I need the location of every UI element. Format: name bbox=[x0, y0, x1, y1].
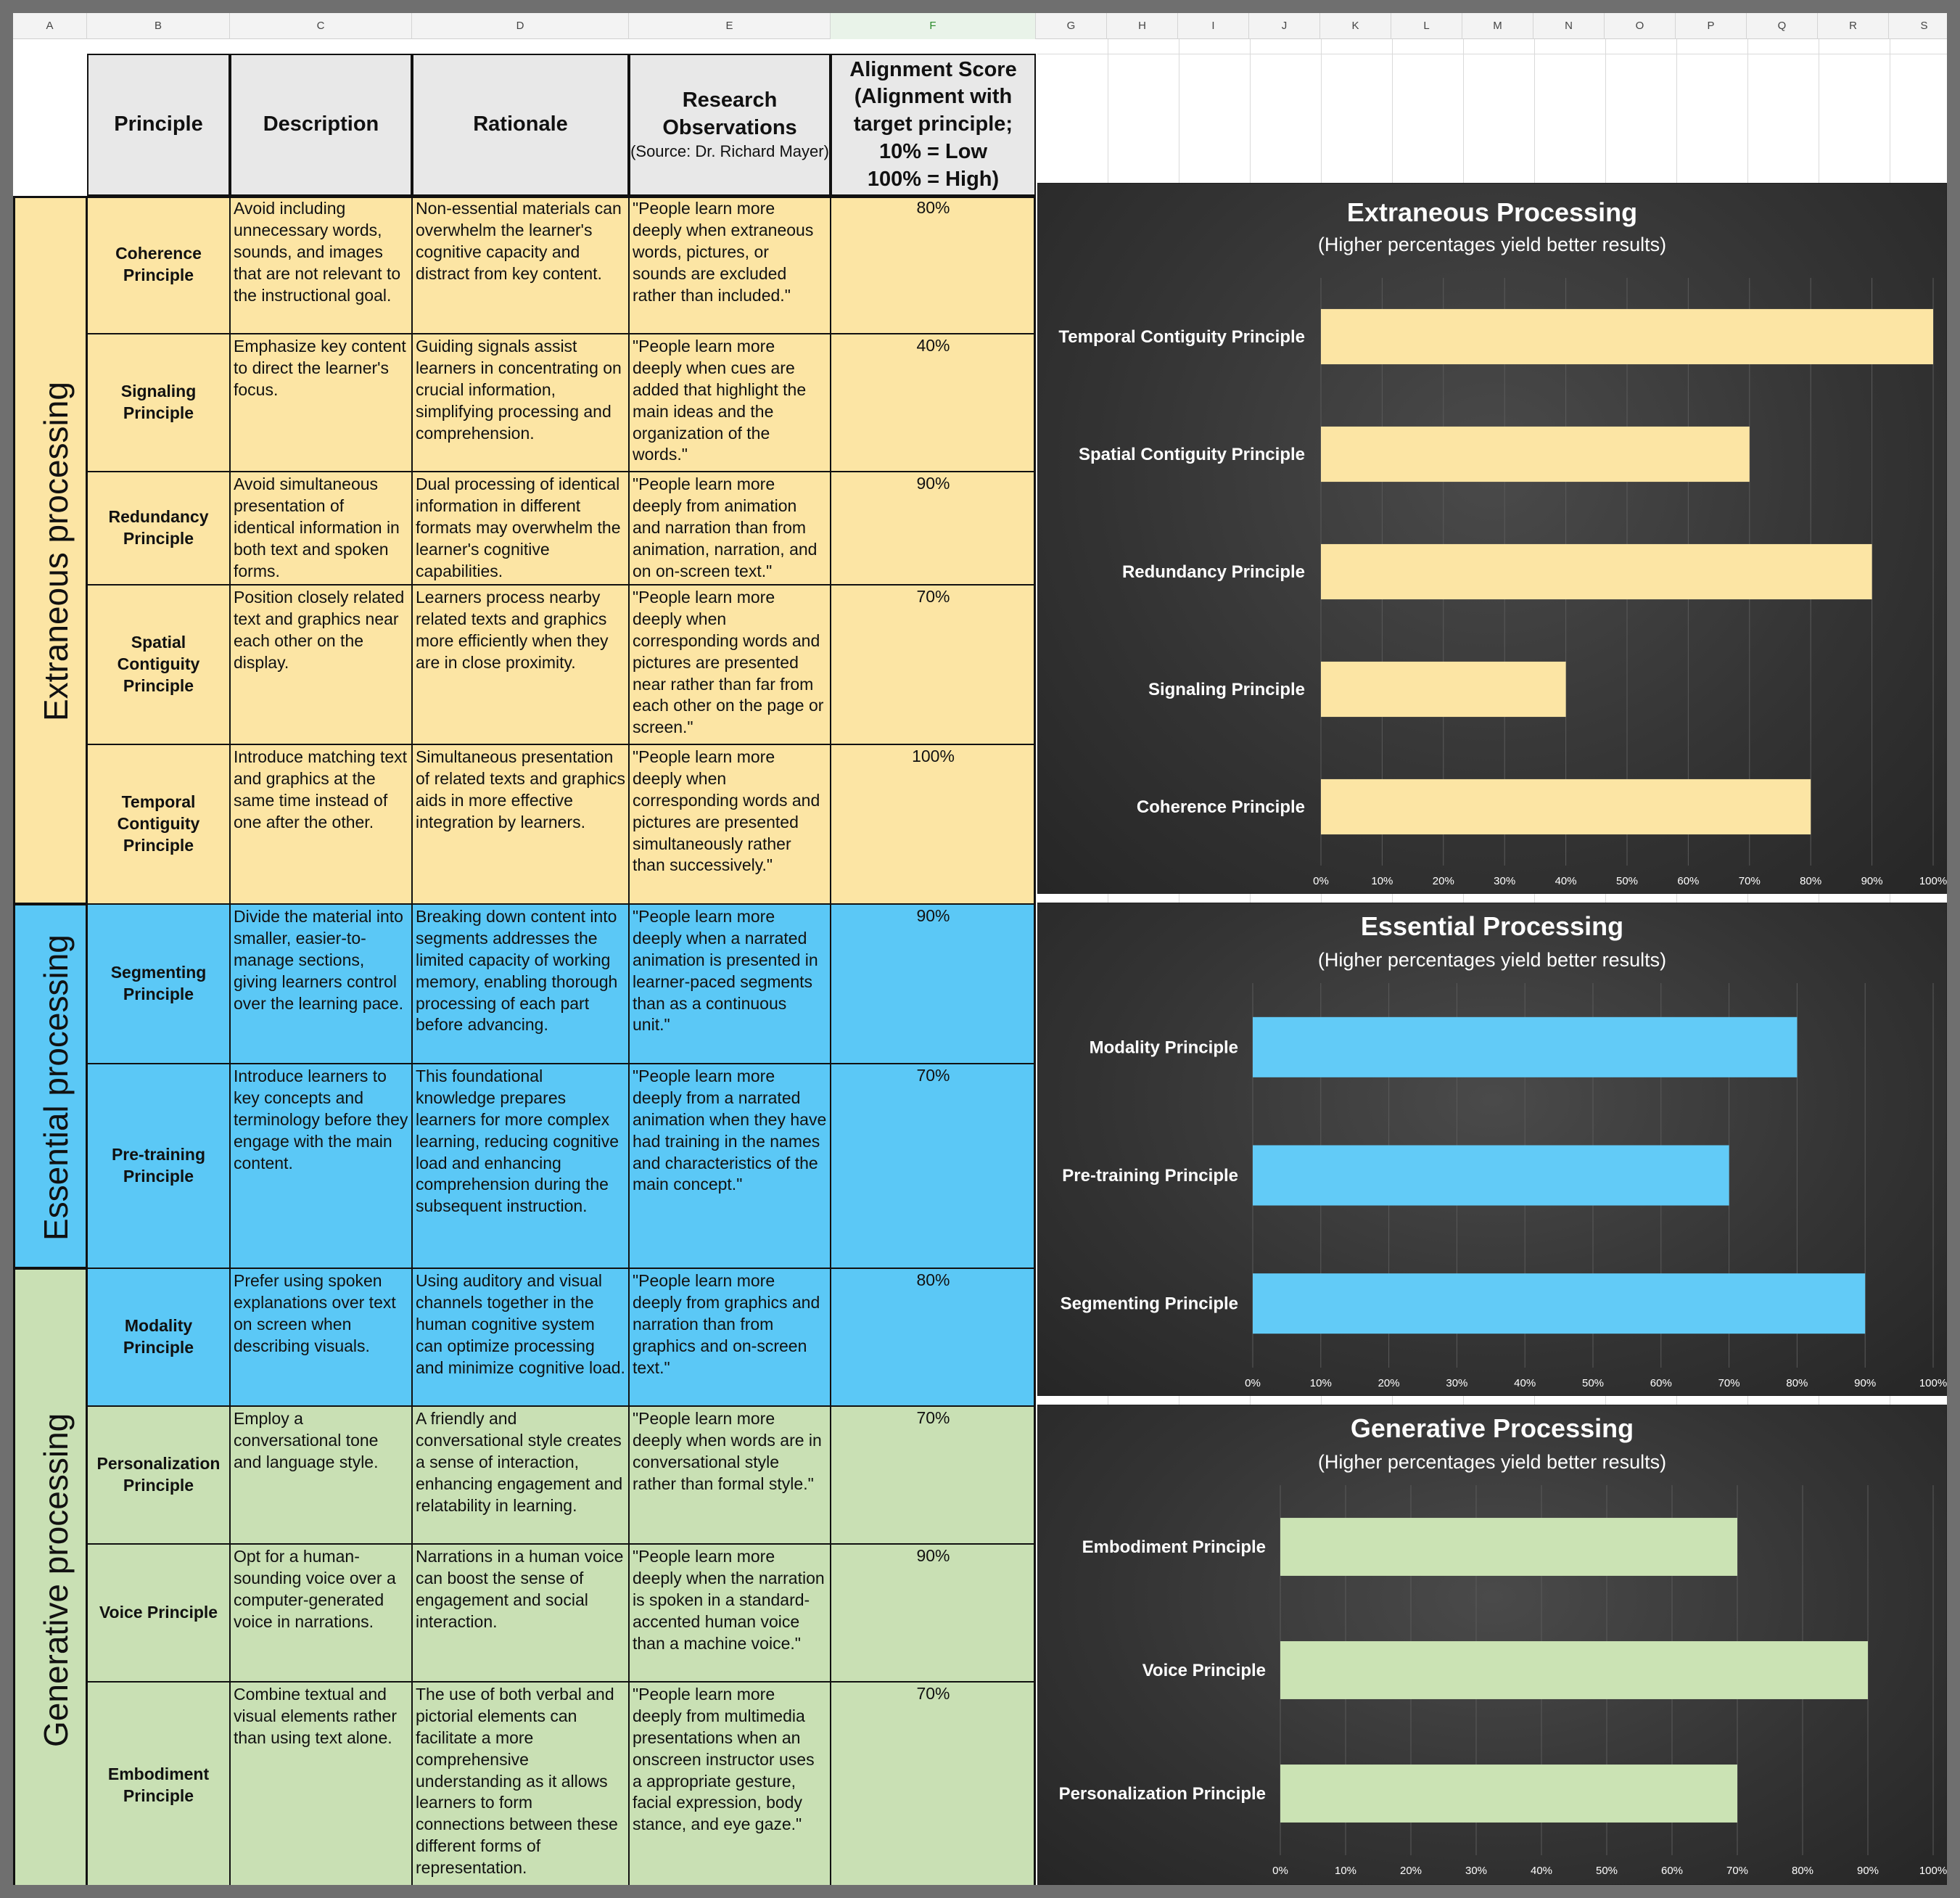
chart-extraneous-processing[interactable] bbox=[1037, 183, 1947, 894]
rationale-cell-signaling-principle[interactable]: Guiding signals assist learners in concentrating on crucial information, simplifying processing and comprehension. bbox=[412, 334, 629, 472]
tick-label: 60% bbox=[1660, 1865, 1684, 1877]
tick-label: 70% bbox=[1726, 1865, 1749, 1877]
chart-subtitle: (Higher percentages yield better results) bbox=[1317, 1451, 1667, 1473]
tick-label: 100% bbox=[1919, 1865, 1948, 1877]
column-header-j[interactable]: J bbox=[1249, 13, 1320, 39]
score-cell-embodiment-principle[interactable]: 70% bbox=[831, 1682, 1036, 1885]
category-label: Temporal Contiguity Principle bbox=[1058, 327, 1305, 347]
column-header-h[interactable]: H bbox=[1107, 13, 1178, 39]
tick-label: 100% bbox=[1919, 875, 1948, 887]
group-label: Essential processing bbox=[37, 934, 75, 1241]
tick-label: 60% bbox=[1677, 875, 1700, 887]
tick-label: 30% bbox=[1446, 1377, 1468, 1389]
bar-temporal-contiguity-principle[interactable] bbox=[1321, 309, 1933, 364]
research-cell-embodiment-principle[interactable]: "People learn more deeply from multimedia presentations when an onscreen instructor uses a appropriate gesture, facial expression, body stance, and eye gaze." bbox=[629, 1682, 831, 1885]
tick-label: 70% bbox=[1718, 1377, 1740, 1389]
tick-label: 50% bbox=[1595, 1865, 1618, 1877]
research-cell-segmenting-principle[interactable]: "People learn more deeply when a narrated animation is presented in learner-paced segments than as a continuous unit." bbox=[629, 904, 831, 1064]
tick-label: 0% bbox=[1245, 1377, 1261, 1389]
column-header-e[interactable]: E bbox=[629, 13, 831, 39]
tick-label: 70% bbox=[1738, 875, 1761, 887]
description-cell-pre-training-principle[interactable]: Introduce learners to key concepts and terminology before they engage with the main content. bbox=[230, 1064, 412, 1268]
principle-cell-personalization-principle[interactable]: Personalization Principle bbox=[87, 1406, 230, 1544]
tick-label: 40% bbox=[1530, 1865, 1553, 1877]
header-rationale-label: Rationale bbox=[473, 112, 568, 136]
tick-label: 50% bbox=[1581, 1377, 1605, 1389]
description-cell-redundancy-principle[interactable]: Avoid simultaneous presentation of identical information in both text and spoken forms. bbox=[230, 472, 412, 585]
column-header-f[interactable]: F bbox=[831, 13, 1036, 39]
rationale-cell-personalization-principle[interactable]: A friendly and conversational style creates a sense of interaction, enhancing engagement and relatability in learning. bbox=[412, 1406, 629, 1544]
tick-label: 20% bbox=[1399, 1865, 1422, 1877]
score-cell-signaling-principle[interactable]: 40% bbox=[831, 334, 1036, 472]
column-header-k[interactable]: K bbox=[1320, 13, 1391, 39]
bar-signaling-principle[interactable] bbox=[1321, 662, 1566, 717]
column-header-a[interactable]: A bbox=[13, 13, 87, 39]
score-cell-voice-principle[interactable]: 90% bbox=[831, 1544, 1036, 1682]
bar-modality-principle[interactable] bbox=[1253, 1017, 1797, 1077]
research-cell-redundancy-principle[interactable]: "People learn more deeply from animation and narration than from animation, narration, and on on-screen text." bbox=[629, 472, 831, 585]
description-cell-voice-principle[interactable]: Opt for a human-sounding voice over a computer-generated voice in narrations. bbox=[230, 1544, 412, 1682]
category-label: Coherence Principle bbox=[1136, 797, 1305, 817]
research-cell-voice-principle[interactable]: "People learn more deeply when the narration is spoken in a standard-accented human voice than a machine voice." bbox=[629, 1544, 831, 1682]
principle-cell-modality-principle[interactable]: Modality Principle bbox=[87, 1268, 230, 1406]
chart-subtitle: (Higher percentages yield better results) bbox=[1317, 949, 1667, 971]
score-cell-modality-principle[interactable]: 80% bbox=[831, 1268, 1036, 1406]
principle-cell-embodiment-principle[interactable]: Embodiment Principle bbox=[87, 1682, 230, 1885]
header-description[interactable] bbox=[230, 54, 412, 196]
bar-coherence-principle[interactable] bbox=[1321, 779, 1811, 834]
description-cell-coherence-principle[interactable]: Avoid including unnecessary words, sounds, and images that are not relevant to the instructional goal. bbox=[230, 196, 412, 334]
category-label: Redundancy Principle bbox=[1121, 562, 1305, 582]
column-header-l[interactable]: L bbox=[1391, 13, 1462, 39]
bar-personalization-principle[interactable] bbox=[1280, 1765, 1737, 1823]
description-cell-personalization-principle[interactable]: Employ a conversational tone and language style. bbox=[230, 1406, 412, 1544]
research-cell-pre-training-principle[interactable]: "People learn more deeply from a narrated animation when they have had training in the names and characteristics of the main concept." bbox=[629, 1064, 831, 1268]
tick-label: 90% bbox=[1856, 1865, 1879, 1877]
principle-cell-coherence-principle[interactable]: Coherence Principle bbox=[87, 196, 230, 334]
rationale-cell-temporal-contiguity-principle[interactable]: Simultaneous presentation of related texts and graphics aids in more effective integration by learners. bbox=[412, 744, 629, 904]
header-principle-label: Principle bbox=[114, 112, 203, 136]
tick-label: 80% bbox=[1800, 875, 1822, 887]
rationale-cell-embodiment-principle[interactable]: The use of both verbal and pictorial elements can facilitate a more comprehensive understanding as it allows learners to form connections between these different forms of representation. bbox=[412, 1682, 629, 1885]
rationale-cell-modality-principle[interactable]: Using auditory and visual channels together in the human cognitive system can optimize processing and minimize cognitive load. bbox=[412, 1268, 629, 1406]
chart-generative-processing[interactable] bbox=[1037, 1405, 1947, 1885]
bar-embodiment-principle[interactable] bbox=[1280, 1518, 1737, 1576]
column-header-bar bbox=[13, 13, 1947, 39]
rationale-cell-coherence-principle[interactable]: Non-essential materials can overwhelm the learner's cognitive capacity and distract from key content. bbox=[412, 196, 629, 334]
tick-label: 0% bbox=[1313, 875, 1329, 887]
group-band-generative-processing bbox=[13, 1268, 87, 1885]
header-score-line3: 10% = Low bbox=[878, 139, 988, 163]
column-header-p[interactable]: P bbox=[1676, 13, 1747, 39]
spreadsheet bbox=[13, 13, 1947, 1885]
group-label: Generative processing bbox=[37, 1413, 75, 1747]
research-cell-spatial-contiguity-principle[interactable]: "People learn more deeply when corresponding words and pictures are presented near rather than far from each other on the page or screen." bbox=[629, 585, 831, 744]
column-header-r[interactable]: R bbox=[1818, 13, 1889, 39]
category-label: Voice Principle bbox=[1142, 1661, 1266, 1680]
category-label: Personalization Principle bbox=[1058, 1784, 1266, 1804]
research-cell-personalization-principle[interactable]: "People learn more deeply when words are in conversational style rather than formal style." bbox=[629, 1406, 831, 1544]
column-header-i[interactable]: I bbox=[1178, 13, 1249, 39]
column-header-m[interactable]: M bbox=[1462, 13, 1533, 39]
tick-label: 60% bbox=[1650, 1377, 1672, 1389]
tick-label: 10% bbox=[1309, 1377, 1332, 1389]
header-research-note: (Source: Dr. Richard Mayer) bbox=[630, 142, 829, 161]
principle-cell-spatial-contiguity-principle[interactable]: Spatial Contiguity Principle bbox=[87, 585, 230, 744]
header-score-line2: (Alignment with target principle; bbox=[853, 85, 1013, 136]
principle-cell-redundancy-principle[interactable]: Redundancy Principle bbox=[87, 472, 230, 585]
tick-label: 80% bbox=[1786, 1377, 1808, 1389]
score-cell-redundancy-principle[interactable]: 90% bbox=[831, 472, 1036, 585]
group-label: Extraneous processing bbox=[37, 382, 75, 721]
category-label: Segmenting Principle bbox=[1060, 1294, 1238, 1314]
tick-label: 20% bbox=[1432, 875, 1454, 887]
chart-title: Essential Processing bbox=[1360, 911, 1624, 941]
tick-label: 80% bbox=[1791, 1865, 1814, 1877]
header-description-label: Description bbox=[263, 112, 379, 136]
tick-label: 50% bbox=[1615, 875, 1639, 887]
research-cell-modality-principle[interactable]: "People learn more deeply from graphics and narration than from graphics and on-screen text." bbox=[629, 1268, 831, 1406]
description-cell-spatial-contiguity-principle[interactable]: Position closely related text and graphics near each other on the display. bbox=[230, 585, 412, 744]
tick-label: 40% bbox=[1555, 875, 1577, 887]
description-cell-embodiment-principle[interactable]: Combine textual and visual elements rather than using text alone. bbox=[230, 1682, 412, 1885]
column-header-s[interactable]: S bbox=[1889, 13, 1947, 39]
tick-label: 30% bbox=[1494, 875, 1516, 887]
tick-label: 90% bbox=[1854, 1377, 1877, 1389]
category-label: Modality Principle bbox=[1089, 1038, 1238, 1058]
tick-label: 40% bbox=[1514, 1377, 1536, 1389]
score-cell-coherence-principle[interactable]: 80% bbox=[831, 196, 1036, 334]
chart-plot bbox=[1038, 1405, 1947, 1885]
principle-cell-signaling-principle[interactable]: Signaling Principle bbox=[87, 334, 230, 472]
score-cell-temporal-contiguity-principle[interactable]: 100% bbox=[831, 744, 1036, 904]
research-cell-temporal-contiguity-principle[interactable]: "People learn more deeply when corresponding words and pictures are presented simultaneously rather than successively." bbox=[629, 744, 831, 904]
category-label: Pre-training Principle bbox=[1062, 1166, 1238, 1186]
tick-label: 10% bbox=[1334, 1865, 1357, 1877]
bar-spatial-contiguity-principle[interactable] bbox=[1321, 427, 1750, 482]
principle-cell-pre-training-principle[interactable]: Pre-training Principle bbox=[87, 1064, 230, 1268]
header-score-line1: Alignment Score bbox=[849, 57, 1017, 81]
chart-title: Extraneous Processing bbox=[1346, 197, 1638, 227]
score-cell-segmenting-principle[interactable]: 90% bbox=[831, 904, 1036, 1064]
category-label: Spatial Contiguity Principle bbox=[1078, 445, 1305, 464]
tick-label: 20% bbox=[1378, 1377, 1400, 1389]
column-header-d[interactable]: D bbox=[412, 13, 629, 39]
score-cell-personalization-principle[interactable]: 70% bbox=[831, 1406, 1036, 1544]
principle-cell-temporal-contiguity-principle[interactable]: Temporal Contiguity Principle bbox=[87, 744, 230, 904]
rationale-cell-voice-principle[interactable]: Narrations in a human voice can boost the sense of engagement and social interaction. bbox=[412, 1544, 629, 1682]
research-cell-coherence-principle[interactable]: "People learn more deeply when extraneous words, pictures, or sounds are excluded rather than included." bbox=[629, 196, 831, 334]
rationale-cell-spatial-contiguity-principle[interactable]: Learners process nearby related texts and graphics more efficiently when they are in close proximity. bbox=[412, 585, 629, 744]
principle-cell-voice-principle[interactable]: Voice Principle bbox=[87, 1544, 230, 1682]
column-header-g[interactable]: G bbox=[1036, 13, 1107, 39]
description-cell-segmenting-principle[interactable]: Divide the material into smaller, easier-to-manage sections, giving learners control over the learning pace. bbox=[230, 904, 412, 1064]
chart-plot bbox=[1038, 903, 1947, 1397]
description-cell-signaling-principle[interactable]: Emphasize key content to direct the learner's focus. bbox=[230, 334, 412, 472]
chart-essential-processing[interactable] bbox=[1037, 903, 1947, 1396]
research-cell-signaling-principle[interactable]: "People learn more deeply when cues are added that highlight the main ideas and the organization of the words." bbox=[629, 334, 831, 472]
bar-voice-principle[interactable] bbox=[1280, 1641, 1868, 1699]
principle-cell-segmenting-principle[interactable]: Segmenting Principle bbox=[87, 904, 230, 1064]
column-header-c[interactable]: C bbox=[230, 13, 412, 39]
chart-subtitle: (Higher percentages yield better results) bbox=[1317, 234, 1667, 255]
group-band-essential-processing bbox=[13, 904, 87, 1268]
tick-label: 10% bbox=[1371, 875, 1393, 887]
principles-table bbox=[13, 39, 1037, 1885]
bar-pre-training-principle[interactable] bbox=[1253, 1145, 1729, 1205]
category-label: Embodiment Principle bbox=[1082, 1537, 1266, 1557]
tick-label: 0% bbox=[1272, 1865, 1288, 1877]
rationale-cell-pre-training-principle[interactable]: This foundational knowledge prepares learners for more complex learning, reducing cognitive load and enhancing comprehension during the subsequent instruction. bbox=[412, 1064, 629, 1268]
score-cell-spatial-contiguity-principle[interactable]: 70% bbox=[831, 585, 1036, 744]
header-research-label: Research Observations bbox=[662, 89, 797, 139]
column-header-o[interactable]: O bbox=[1605, 13, 1676, 39]
description-cell-modality-principle[interactable]: Prefer using spoken explanations over text on screen when describing visuals. bbox=[230, 1268, 412, 1406]
rationale-cell-segmenting-principle[interactable]: Breaking down content into segments addresses the limited capacity of working memory, enabling thorough processing of each part before advancing. bbox=[412, 904, 629, 1064]
description-cell-temporal-contiguity-principle[interactable]: Introduce matching text and graphics at the same time instead of one after the other. bbox=[230, 744, 412, 904]
rationale-cell-redundancy-principle[interactable]: Dual processing of identical information in different formats may overwhelm the learner's cognitive capabilities. bbox=[412, 472, 629, 585]
tick-label: 100% bbox=[1919, 1377, 1948, 1389]
category-label: Signaling Principle bbox=[1148, 680, 1305, 699]
column-header-b[interactable]: B bbox=[87, 13, 230, 39]
bar-redundancy-principle[interactable] bbox=[1321, 544, 1872, 599]
tick-label: 90% bbox=[1861, 875, 1883, 887]
header-research[interactable] bbox=[629, 54, 831, 196]
chart-title: Generative Processing bbox=[1350, 1413, 1634, 1443]
bar-segmenting-principle[interactable] bbox=[1253, 1273, 1865, 1334]
column-header-q[interactable]: Q bbox=[1747, 13, 1818, 39]
group-band-extraneous-processing bbox=[13, 196, 87, 904]
chart-plot bbox=[1038, 184, 1947, 895]
header-alignment-score[interactable] bbox=[831, 54, 1036, 196]
tick-label: 30% bbox=[1465, 1865, 1488, 1877]
score-cell-pre-training-principle[interactable]: 70% bbox=[831, 1064, 1036, 1268]
header-score-line4: 100% = High) bbox=[867, 167, 1000, 191]
column-header-n[interactable]: N bbox=[1533, 13, 1605, 39]
header-rationale[interactable] bbox=[412, 54, 629, 196]
header-principle[interactable] bbox=[87, 54, 230, 196]
